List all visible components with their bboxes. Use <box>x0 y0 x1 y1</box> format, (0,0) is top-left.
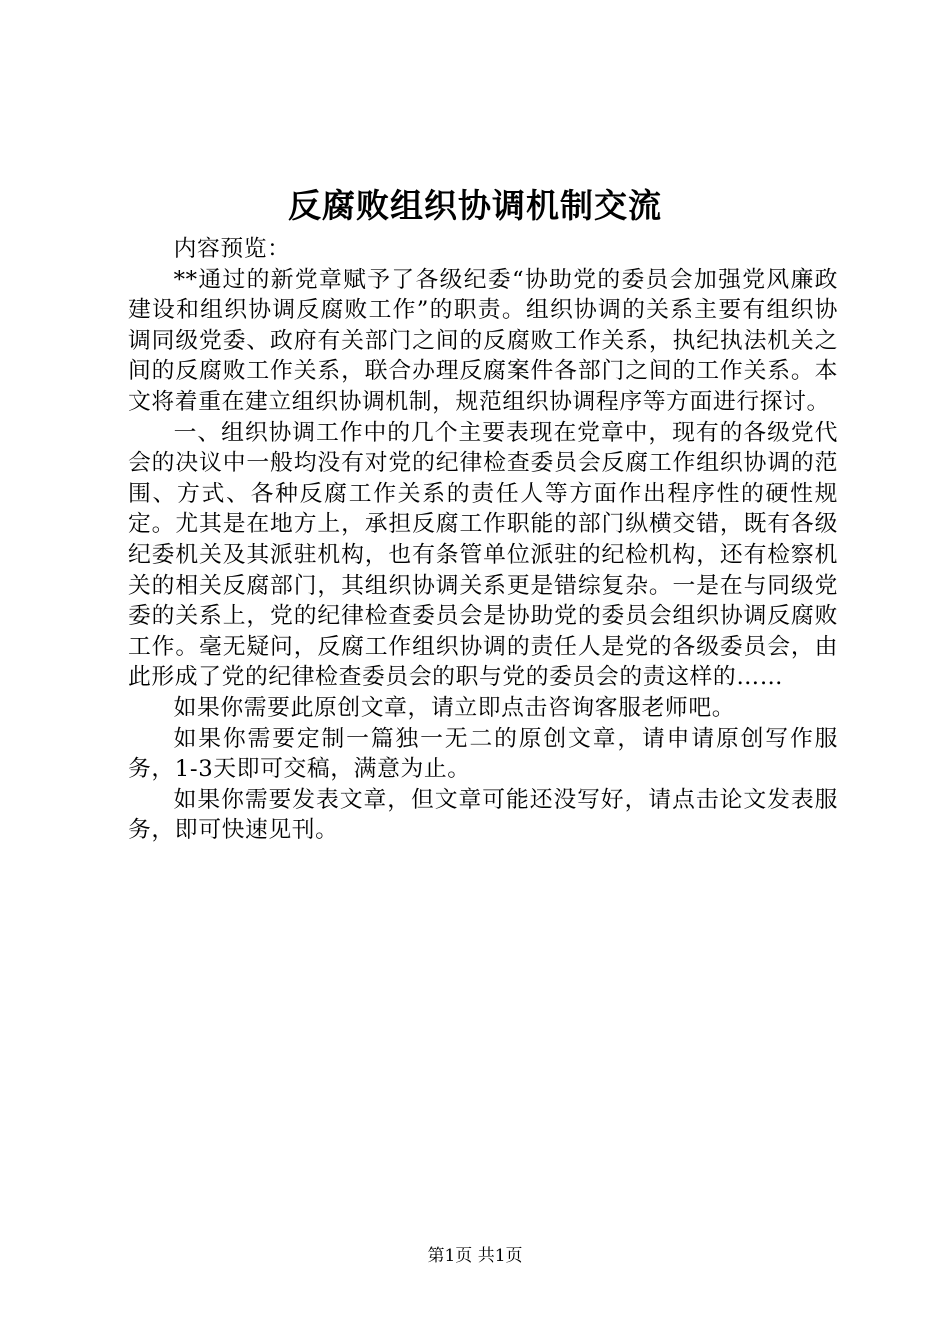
preview-label: 内容预览： <box>173 236 291 262</box>
paragraph: 一、组织协调工作中的几个主要表现在党章中，现有的各级党代会的决议中一般均没有对党的纪律检查委员会反腐工作组织协调的范围、方式、各种反腐工作关系的责任人等方面作出程序性的硬性规定。尤其是在地方上，承担反腐工作职能的部门纵横交错，既有各级纪委机关及其派驻机构，也有条管单位派驻的纪检机构，还有检察机关的相关反腐部门，其组织协调关系更是错综复杂。一是在与同级党委的关系上，党的纪律检查委员会是协助党的委员会组织协调反腐败工作。毫无疑问，反腐工作组织协调的责任人是党的各级委员会，由此形成了党的纪律检查委员会的职与党的委员会的责这样的…… <box>128 419 838 691</box>
paragraph: **通过的新党章赋予了各级纪委“协助党的委员会加强党风廉政建设和组织协调反腐败工作”的职责。组织协调的关系主要有组织协调同级党委、政府有关部门之间的反腐败工作关系，执纪执法机关之间的反腐败工作关系，联合办理反腐案件各部门之间的工作关系。本文将着重在建立组织协调机制，规范组织协调程序等方面进行探讨。 <box>128 266 838 415</box>
custom-writing-text[interactable]: 如果你需要定制一篇独一无二的原创文章，请申请原创写作服务，1-3天即可交稿，满意为止。 <box>128 725 838 783</box>
document-body <box>128 234 838 846</box>
consult-link-text[interactable]: 如果你需要此原创文章，请立即点击咨询客服老师吧。 <box>173 694 736 721</box>
publish-service-text[interactable]: 如果你需要发表文章，但文章可能还没写好，请点击论文发表服务，即可快速见刊。 <box>128 786 838 844</box>
page-footer: 第1页 共1页 <box>427 1246 523 1266</box>
document-title: 反腐败组织协调机制交流 <box>288 186 662 225</box>
